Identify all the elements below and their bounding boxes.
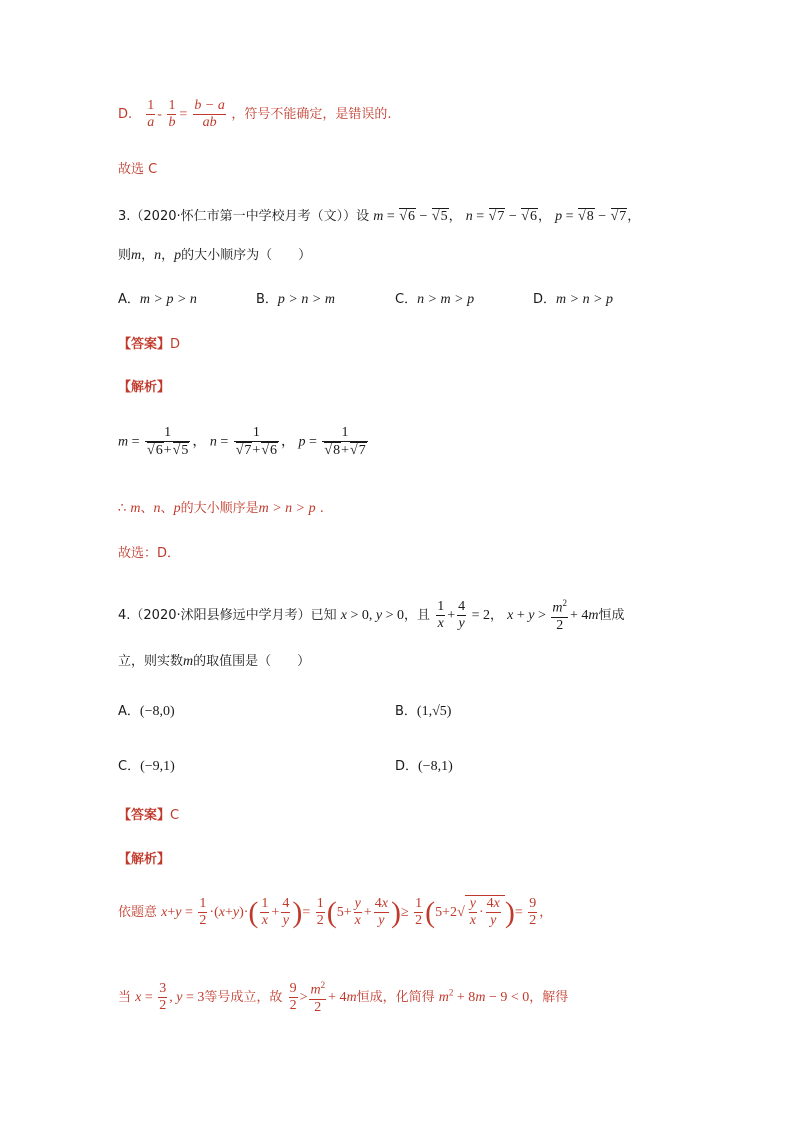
q3-option-a: A．m > p > n [118,292,197,307]
q3-def-m: m = √ 6 − √ 5 [373,209,448,224]
q3-answer: 【答案】D [118,337,181,352]
q3-final: 故选：D． [118,546,181,561]
q3-option-d: D．m > n > p [533,292,614,307]
summary-c: 故选 C [118,162,158,177]
q3-def-p: p = √ 8 − √ 7 [555,209,627,224]
option-d-label: D. [118,106,133,122]
q3-source: （2020·怀仁市第一中学校月考（文）） [130,209,357,224]
q3-conclusion: ∴ m、n、p的大小顺序是m > n > p . [118,501,324,516]
q4-option-c: C．(−9,1) [118,759,175,774]
q4-option-a: A．(−8,0) [118,704,175,719]
option-d-line [118,98,392,131]
q3-analysis-label: 【解析】 [118,380,171,395]
q4-analysis-label: 【解析】 [118,852,171,867]
q3-option-c: C．n > m > p [395,292,475,307]
q4-option-d: D．(−8,1) [395,759,453,774]
q3-stem-line2: 则m，n，p的大小顺序为（ ） [118,248,312,263]
q4-stem-line2: 立，则实数m的取值围是（ ） [118,654,311,669]
q3-option-b: B．p > n > m [256,292,335,307]
q3-stem-a: 设 [356,209,370,224]
q3-def-n: n = √ 7 − √ 6 [466,209,538,224]
option-d-formula: $\frac{1}{a}$ - $\frac{1}{b}$ = $\frac{b - a}{ab}$ [147,98,225,131]
q4-stem: 4.（2020·沭阳县修远中学月考）已知 x > 0, y > 0，且 $\frac{1}{x}$ + $\frac{4}{y}$ = 2， x + y > $\frac{m^2}{2}$ + 4m恒成 [118,598,625,633]
q3-analysis-formula: m = 1 √ 6+√ 5 ， n = 1 √ 7+√ 6 ， p = 1 √ 8+√ 7 [118,425,370,459]
q4-analysis-formula: 依题意 x+y = $\frac{1}{2}$ ·(x+y)·( $\frac{1}{x}$ + $\frac{4}{y}$ )= $\frac{1}{2}$ (5+ $\frac{y}{x}$ + $\frac{4x}{y}$ )≥ $\frac{1}{2}$ (5+2√ $\frac{y}{x}$ · $\frac{4x}{y}$ )= $\frac{9}{2}$ ， [118,895,553,929]
option-d-text: ，符号不能确定，是错误的. [231,106,392,122]
q4-answer: 【答案】C [118,808,180,823]
q4-when-line: 当 x = $\frac{3}{2}$ , y = 3等号成立，故 $\frac{9}{2}$ > $\frac{m^2}{2}$ + 4m恒成，化简得 $m^2 + 8m - 9 < 0$，解得 [118,980,569,1015]
q3-number: 3. [118,209,131,224]
q3-stem-c: 的大小顺序为（ ） [181,248,312,263]
q4-option-b: B．(1,√5) [395,704,452,719]
q3-stem: 3.（2020·怀仁市第一中学校月考（文））设 m = √ 6 − √ 5， n = √ 7 − √ 6， p = √ 8 − √ 7， [118,205,640,225]
q3-stem-b: 则 [118,248,132,263]
